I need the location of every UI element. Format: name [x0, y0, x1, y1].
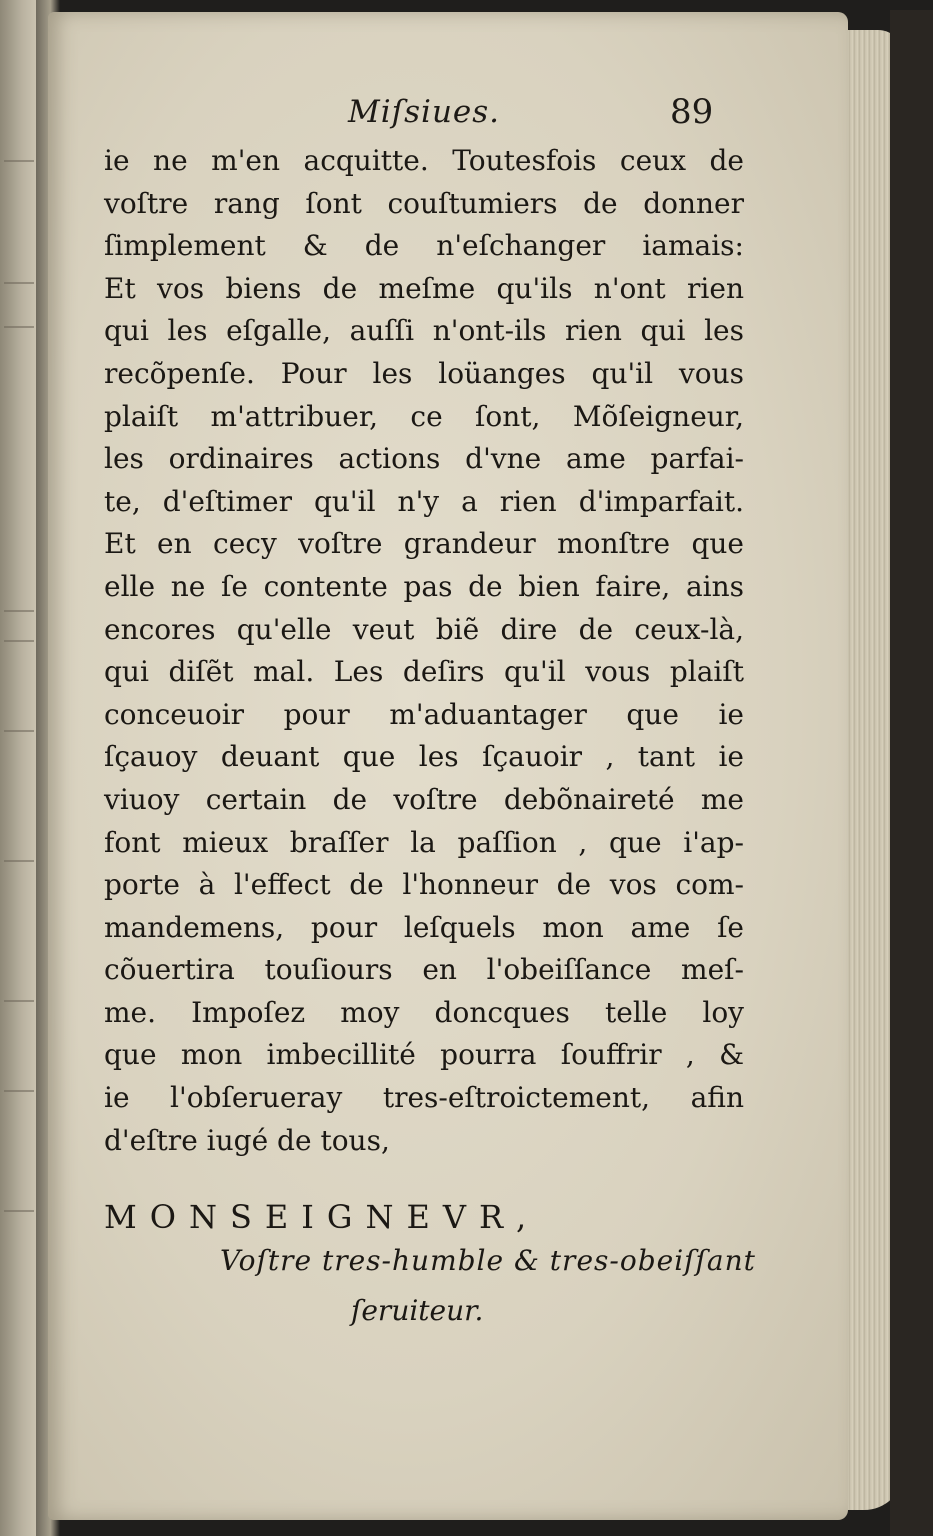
text-line: ſimplement & de n'eſchanger iamais: — [104, 229, 744, 263]
text-line: mandemens, pour leſquels mon ame ſe — [104, 910, 744, 944]
book-cover-edge — [890, 10, 933, 1536]
text-line: Et vos biens de meſme qu'ils n'ont rien — [104, 271, 744, 305]
text-line: me. Impoſez moy doncques telle loy — [104, 995, 744, 1029]
left-page-fragment — [4, 860, 34, 862]
text-line: voſtre rang ſont couſtumiers de donner — [104, 186, 744, 220]
text-line: encores qu'elle veut biẽ dire de ceux-là, — [104, 612, 744, 646]
text-line: les ordinaires actions d'vne ame parfai- — [104, 442, 744, 476]
left-page-edge — [0, 0, 40, 1536]
text-line: Et en cecy voſtre grandeur monſtre que — [104, 527, 744, 561]
text-line: cõuertira touſiours en l'obeiſſance meſ- — [104, 953, 744, 987]
left-page-fragment — [4, 160, 34, 162]
text-line: te, d'eſtimer qu'il n'y a rien d'imparfait. — [104, 484, 744, 518]
text-line: elle ne ſe contente pas de bien faire, ains — [104, 569, 744, 603]
salutation: MONSEIGNEVR, — [104, 1198, 540, 1236]
text-line: ſçauoy deuant que les ſçauoir , tant ie — [104, 740, 744, 774]
letter-body — [104, 140, 744, 1162]
left-page-fragment — [4, 610, 34, 612]
text-line: qui les eſgalle, auſſi n'ont-ils rien qui les — [104, 314, 744, 348]
book-page — [48, 12, 848, 1520]
text-line: ie l'obſerueray tres-eſtroictement, afin — [104, 1081, 744, 1115]
signature-line-1: Voſtre tres-humble & tres-obeiſſant — [220, 1244, 756, 1277]
left-page-fragment — [4, 326, 34, 328]
left-page-fragment — [4, 1210, 34, 1212]
page-number: 89 — [670, 92, 714, 132]
text-line: que mon imbecillité pourra ſouffrir , & — [104, 1038, 744, 1072]
left-page-fragment — [4, 282, 34, 284]
text-line: recõpenſe. Pour les loüanges qu'il vous — [104, 356, 744, 390]
signature-line-2: ſeruiteur. — [351, 1294, 484, 1327]
text-line: plaiſt m'attribuer, ce ſont, Mõſeigneur, — [104, 399, 744, 433]
left-page-fragment — [4, 1000, 34, 1002]
left-page-fragment — [4, 1090, 34, 1092]
text-line: ie ne m'en acquitte. Toutesfois ceux de — [104, 144, 744, 177]
text-line: porte à l'effect de l'honneur de vos com- — [104, 868, 744, 902]
left-page-fragment — [4, 730, 34, 732]
text-line: d'eſtre iugé de tous, — [104, 1123, 390, 1157]
text-line: qui diſẽt mal. Les deſirs qu'il vous plaiſt — [104, 655, 744, 689]
text-line: conceuoir pour m'aduantager que ie — [104, 697, 744, 731]
running-head: Miſsiues. — [348, 94, 501, 130]
left-page-fragment — [4, 640, 34, 642]
text-line: viuoy certain de voſtre debõnaireté me — [104, 782, 744, 816]
text-line: font mieux braſſer la paſſion , que i'ap- — [104, 825, 744, 859]
